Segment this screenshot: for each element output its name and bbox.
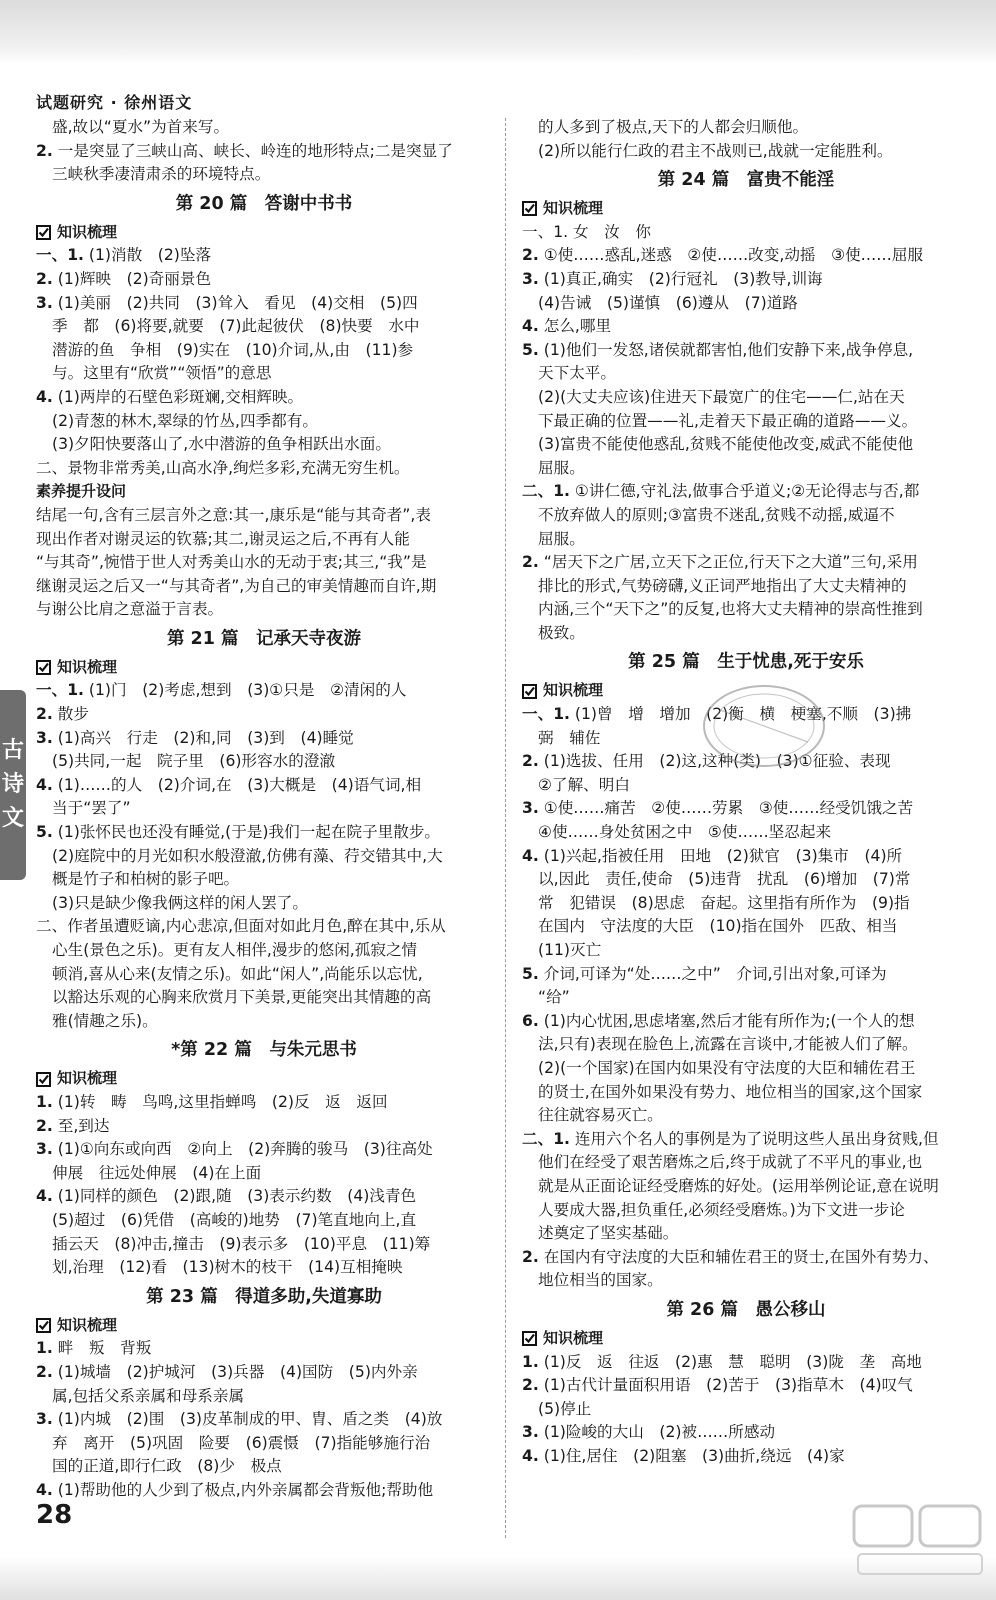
section-heading <box>36 221 492 245</box>
answer-text: 散步 <box>52 705 89 724</box>
item-number: 3. <box>36 728 53 747</box>
answer-text: 季 都 (6)将要,就要 (7)此起彼伏 (8)快要 水中 <box>52 317 420 336</box>
item-number: 4. <box>522 846 539 865</box>
answer-text: 屈服。 <box>538 458 585 477</box>
answer-text: 二、作者虽遭贬谪,内心悲凉,但面对如此月色,醉在其中,乐从 <box>36 917 446 936</box>
answer-text: 结尾一句,含有三层言外之意:其一,康乐是“能与其奇者”,表 <box>36 505 431 524</box>
answer-line <box>36 268 492 292</box>
answer-line <box>36 410 492 434</box>
answer-line <box>522 1246 970 1270</box>
item-number: 4. <box>36 1187 53 1206</box>
answer-text: (1)高兴 行走 (2)和,同 (3)到 (4)睡觉 <box>52 728 354 747</box>
answer-line <box>36 140 492 164</box>
answer-line <box>36 575 492 599</box>
item-number: 1. <box>36 1092 53 1111</box>
answer-line <box>36 1209 492 1233</box>
answer-line <box>36 386 492 410</box>
answer-line <box>36 797 492 821</box>
answer-text: 二、景物非常秀美,山高水净,绚烂多彩,充满无穷生机。 <box>36 458 410 477</box>
answer-line <box>522 362 970 386</box>
answer-line <box>522 1374 970 1398</box>
answer-text: 国的正道,即行仁政 (8)少 极点 <box>52 1457 282 1476</box>
answer-text: (1)……的人 (2)介词,在 (3)大概是 (4)语气词,相 <box>52 775 422 794</box>
item-number: 5. <box>522 340 539 359</box>
answer-line <box>522 1081 970 1105</box>
section-heading <box>36 1314 492 1338</box>
item-number: 3. <box>522 1423 539 1442</box>
answer-text: 弃 离开 (5)巩固 险要 (6)震慑 (7)指能够施行治 <box>52 1433 431 1452</box>
answer-text: 一、1. 女 汝 你 <box>522 222 651 241</box>
answer-line <box>522 1222 970 1246</box>
section-heading <box>36 1067 492 1091</box>
answer-text: (5)停止 <box>538 1399 592 1418</box>
answer-line <box>36 315 492 339</box>
answer-text: “居天下之广居,立天下之正位,行天下之大道”三句,采用 <box>538 553 918 572</box>
item-number: 4. <box>522 1446 539 1465</box>
answer-text: (1)内心忧困,思虑堵塞,然后才能有所作为;(一个人的想 <box>538 1011 915 1030</box>
answer-line <box>522 480 970 504</box>
answer-text: 与谢公比肩之意溢于言表。 <box>36 600 224 619</box>
answer-line <box>522 551 970 575</box>
answer-line <box>36 1010 492 1034</box>
answer-line <box>522 1128 970 1152</box>
answer-line <box>36 1385 492 1409</box>
item-number: 4. <box>36 1480 53 1499</box>
answer-text: ①使……痛苦 ②使……劳累 ③使……经受饥饿之苦 <box>538 799 914 818</box>
answer-text: (5)共同,一起 院子里 (6)形容水的澄澈 <box>52 752 336 771</box>
section-heading-label: 知识梳理 <box>57 657 118 676</box>
answer-text: 概是竹子和柏树的影子吧。 <box>52 870 240 889</box>
answer-line <box>36 1256 492 1280</box>
section-heading-label: 知识梳理 <box>57 1069 118 1088</box>
answer-line <box>36 679 492 703</box>
item-number: 6. <box>522 1011 539 1030</box>
answer-line <box>36 433 492 457</box>
section-heading-label: 知识梳理 <box>57 1315 118 1334</box>
answer-text: 排比的形式,气势磅礴,义正词严地指出了大丈夫精神的 <box>538 576 907 595</box>
answer-text: 下最正确的位置——礼,走着天下最正确的道路——义。 <box>538 411 918 430</box>
section-heading-label: 知识梳理 <box>543 681 604 700</box>
answer-line <box>522 774 970 798</box>
answer-text: 顿消,喜从心来(友情之乐)。如此“闲人”,尚能乐以忘忧, <box>52 964 423 983</box>
answer-text: 属,包括父系亲属和母系亲属 <box>52 1386 245 1405</box>
answer-line <box>522 915 970 939</box>
section-title: 第 24 篇 富贵不能淫 <box>657 170 835 191</box>
answer-line <box>36 163 492 187</box>
answer-text: 畔 叛 背叛 <box>52 1339 152 1358</box>
item-number: 2. <box>36 705 53 724</box>
answer-line <box>36 528 492 552</box>
answer-text: 继谢灵运之后又一“与其奇者”,为自己的审美情趣而自许,期 <box>36 576 437 595</box>
side-tab-char: 诗 <box>1 772 24 797</box>
answer-text: (4)告诫 (5)谨慎 (6)遵从 (7)道路 <box>538 293 798 312</box>
answer-line <box>522 1175 970 1199</box>
side-tab-ancient-poetry <box>0 690 26 880</box>
answer-line <box>522 986 970 1010</box>
answer-line <box>36 1479 492 1503</box>
answer-line <box>522 1199 970 1223</box>
answer-text: 连用六个名人的事例是为了说明这些人虽出身贫贱,但 <box>569 1129 939 1148</box>
item-number: 2. <box>36 269 53 288</box>
answer-text: 在国内有守法度的大臣和辅佐君王的贤士,在国外有势力、 <box>538 1247 939 1266</box>
answer-line <box>522 1033 970 1057</box>
checkbox-checked-icon <box>36 225 51 240</box>
answer-text: 盛,故以“夏水”为首来写。 <box>52 118 230 136</box>
answer-text: (1)转 畴 鸟鸣,这里指蝉鸣 (2)反 返 返回 <box>52 1092 388 1111</box>
item-number: 3. <box>36 1140 53 1159</box>
answer-line <box>36 1138 492 1162</box>
section-title: *第 22 篇 与朱元思书 <box>171 1040 357 1061</box>
answer-text: (1)内城 (2)围 (3)皮革制成的甲、胄、盾之类 (4)放 <box>52 1410 443 1429</box>
section-heading-label: 知识梳理 <box>543 1328 604 1347</box>
section-title: 第 25 篇 生于忧患,死于安乐 <box>628 652 864 673</box>
answer-line <box>522 315 970 339</box>
answer-text: 天下太平。 <box>538 364 616 383</box>
item-number: 2. <box>522 246 539 265</box>
side-tab-char: 文 <box>1 806 24 831</box>
answer-text: 在国内 守法度的大臣 (10)指在国外 匹敌、相当 <box>538 917 898 936</box>
item-number: 3. <box>522 269 539 288</box>
stamp-seal <box>700 680 828 772</box>
item-number: 2. <box>522 1376 539 1395</box>
answer-text: (1)兴起,指被任用 田地 (2)狱官 (3)集市 (4)所 <box>538 846 903 865</box>
section-heading-label: 知识梳理 <box>543 199 604 218</box>
section-heading <box>36 656 492 680</box>
answer-text: 怎么,哪里 <box>538 317 612 336</box>
answer-text: (1)门 (2)考虑,想到 (3)①只是 ②清闲的人 <box>83 681 407 700</box>
answer-line <box>522 116 970 140</box>
answer-line <box>36 244 492 268</box>
answer-line <box>36 339 492 363</box>
answer-line <box>36 1408 492 1432</box>
answer-text: (1)①向东或向西 ②向上 (2)奔腾的骏马 (3)往高处 <box>52 1140 433 1159</box>
answer-line <box>522 1269 970 1293</box>
answer-line <box>522 598 970 622</box>
answer-line <box>522 140 970 164</box>
answer-text: 以,因此 责任,使命 (5)违背 扰乱 (6)增加 (7)常 <box>538 870 911 889</box>
answer-line <box>36 362 492 386</box>
answer-line <box>522 845 970 869</box>
answer-line <box>36 292 492 316</box>
item-number: 2. <box>522 1247 539 1266</box>
checkbox-checked-icon <box>36 660 51 675</box>
answer-line <box>522 797 970 821</box>
answer-text: ④使……身处贫困之中 ⑤使……坚忍起来 <box>538 823 832 842</box>
answer-text: 雅(情趣之乐)。 <box>52 1011 158 1030</box>
answer-line <box>522 963 970 987</box>
answer-text: 弼 辅佐 <box>538 728 601 747</box>
answer-text: 屈服。 <box>538 529 585 548</box>
answer-line <box>36 1361 492 1385</box>
answer-line <box>522 575 970 599</box>
answer-line <box>36 963 492 987</box>
answer-text: (1)选拔、任用 (2)这,这种(类) (3)①征验、表现 <box>538 752 891 771</box>
answer-line <box>522 1421 970 1445</box>
answer-line <box>522 1104 970 1128</box>
answer-text: “与其奇”,惋惜于世人对秀美山水的无动于衷;其三,“我”是 <box>36 553 427 572</box>
answer-text: 三峡秋季凄清肃杀的环境特点。 <box>52 165 271 184</box>
answer-line <box>36 457 492 481</box>
item-number: 4. <box>36 387 53 406</box>
checkbox-checked-icon <box>522 201 537 216</box>
column-divider <box>505 118 506 1538</box>
answer-text: ②了解、明白 <box>538 775 630 794</box>
answer-line <box>522 1010 970 1034</box>
answer-line <box>522 1398 970 1422</box>
answer-text: 就是从正面论证经受磨炼的好处。(运用举例论证,意在说明 <box>538 1176 939 1195</box>
item-number: 一、1. <box>522 705 570 724</box>
answer-line <box>36 1115 492 1139</box>
answer-text: ①讲仁德,守礼法,做事合乎道义;②无论得志与否,都 <box>569 482 920 501</box>
answer-text: (1)同样的颜色 (2)跟,随 (3)表示约数 (4)浅青色 <box>52 1187 417 1206</box>
answer-line <box>522 386 970 410</box>
answer-text: (1)古代计量面积用语 (2)苦于 (3)指草木 (4)叹气 <box>538 1376 913 1395</box>
checkbox-checked-icon <box>522 684 537 699</box>
answer-text: (2)青葱的林木,翠绿的竹丛,四季都有。 <box>52 411 318 430</box>
answer-text: (3)只是缺少像我俩这样的闲人罢了。 <box>52 893 308 912</box>
watermark-logo <box>850 1500 990 1580</box>
answer-text: 的人多到了极点,天下的人都会归顺他。 <box>538 118 809 136</box>
answer-line <box>36 1432 492 1456</box>
checkbox-checked-icon <box>36 1072 51 1087</box>
item-number: 4. <box>522 317 539 336</box>
answer-line <box>36 1091 492 1115</box>
answer-text: 当于“罢了” <box>52 799 131 818</box>
answer-text: 现出作者对谢灵运的钦慕;其二,谢灵运之后,不再有人能 <box>36 529 410 548</box>
answer-text: 插云天 (8)冲击,撞击 (9)表示多 (10)平息 (11)筹 <box>52 1234 431 1253</box>
answer-text: (11)灭亡 <box>538 941 602 959</box>
scan-top-band <box>0 0 996 64</box>
answer-line <box>522 1151 970 1175</box>
section-title: 第 21 篇 记承天寺夜游 <box>166 628 362 649</box>
item-number: 二、1. <box>522 482 570 501</box>
answer-text: (1)他们一发怒,诸侯就都害怕,他们安静下来,战争停息, <box>538 340 914 359</box>
answer-line <box>522 410 970 434</box>
answer-line <box>36 986 492 1010</box>
answer-line <box>36 939 492 963</box>
answer-text: 划,治理 (12)看 (13)树木的枝干 (14)互相掩映 <box>52 1258 403 1277</box>
answer-text: 内涵,三个“天下之”的反复,也将大丈夫精神的崇高性推到 <box>538 600 923 619</box>
item-number: 2. <box>36 141 53 160</box>
answer-text: 与。这里有“欣赏”“领悟”的意思 <box>52 364 272 383</box>
item-number: 5. <box>522 964 539 983</box>
answer-line <box>522 433 970 457</box>
answer-text: 一是突显了三峡山高、峡长、岭连的地形特点;二是突显了 <box>52 141 453 160</box>
answer-line <box>522 292 970 316</box>
answer-text: 他们在经受了艰苦磨炼之后,终于成就了不平凡的事业,也 <box>538 1153 923 1172</box>
section-heading <box>522 197 970 221</box>
answer-line <box>36 598 492 622</box>
answer-text: 心生(景色之乐)。更有友人相伴,漫步的悠闲,孤寂之情 <box>52 941 418 959</box>
answer-line <box>522 939 970 963</box>
answer-text: ①使……惑乱,迷惑 ②使……改变,动摇 ③使……屈服 <box>538 246 924 265</box>
answer-line <box>522 868 970 892</box>
answer-text: (1)辉映 (2)奇丽景色 <box>52 269 212 288</box>
answer-text: (2)庭院中的月光如积水般澄澈,仿佛有藻、荇交错其中,大 <box>52 846 443 865</box>
answer-line <box>36 868 492 892</box>
answer-text: 地位相当的国家。 <box>538 1271 663 1290</box>
answer-text: (1)真正,确实 (2)行冠礼 (3)教导,训诲 <box>538 269 823 288</box>
answer-line <box>522 528 970 552</box>
answer-line <box>36 845 492 869</box>
answer-text: (1)帮助他的人少到了极点,内外亲属都会背叛他;帮助他 <box>52 1480 434 1499</box>
answer-line <box>522 221 970 245</box>
answer-line <box>36 774 492 798</box>
right-column <box>522 116 970 1468</box>
answer-line <box>36 1162 492 1186</box>
answer-text: 人要成大器,担负重任,必须经受磨炼。)为下文进一步论 <box>538 1200 905 1219</box>
answer-text: (1)曾 增 增加 (2)衡 横 梗塞,不顺 (3)拂 <box>569 705 912 724</box>
answer-line <box>522 457 970 481</box>
subsection-heading: 素养提升设问 <box>36 482 127 501</box>
answer-text: 极致。 <box>538 623 585 642</box>
answer-text: (1)住,居住 (2)阻塞 (3)曲折,绕远 (4)家 <box>538 1446 845 1465</box>
answer-line <box>36 703 492 727</box>
answer-text: (1)消散 (2)坠落 <box>83 246 212 265</box>
item-number: 3. <box>36 293 53 312</box>
scan-bottom-band <box>0 1556 996 1600</box>
item-number: 5. <box>36 823 53 842</box>
answer-line <box>522 268 970 292</box>
answer-text: (3)夕阳快要落山了,水中潜游的鱼争相跃出水面。 <box>52 435 391 454</box>
answer-line <box>36 1337 492 1361</box>
answer-text: (1)张怀民也还没有睡觉,(于是)我们一起在院子里散步。 <box>52 823 441 842</box>
answer-text: “给” <box>538 988 570 1007</box>
section-title: 第 23 篇 得道多助,失道寡助 <box>146 1286 382 1307</box>
answer-line <box>522 622 970 646</box>
answer-line <box>36 750 492 774</box>
answer-line <box>36 504 492 528</box>
item-number: 1. <box>36 1339 53 1358</box>
answer-line <box>36 1455 492 1479</box>
answer-text: 潜游的鱼 争相 (9)实在 (10)介词,从,由 (11)参 <box>52 340 414 359</box>
section-title: 第 26 篇 愚公移山 <box>666 1299 826 1320</box>
answer-line <box>36 551 492 575</box>
answer-text: (2)(一个国家)在国内如果没有守法度的大臣和辅佐君王 <box>538 1058 916 1077</box>
answer-line <box>522 1445 970 1469</box>
item-number: 二、1. <box>522 1129 570 1148</box>
answer-line <box>522 892 970 916</box>
answer-text: (1)城墙 (2)护城河 (3)兵器 (4)国防 (5)内外亲 <box>52 1362 418 1381</box>
answer-text: (2)所以能行仁政的君主不战则已,战就一定能胜利。 <box>538 141 893 160</box>
page-number: 28 <box>36 1500 73 1530</box>
item-number: 2. <box>36 1362 53 1381</box>
answer-text: 伸展 往远处伸展 (4)在上面 <box>52 1163 262 1182</box>
answer-text: 的贤士,在国外如果没有势力、地位相当的国家,这个国家 <box>538 1082 923 1101</box>
item-number: 3. <box>36 1410 53 1429</box>
answer-text: (1)两岸的石壁色彩斑斓,交相辉映。 <box>52 387 304 406</box>
side-tab-char: 古 <box>1 738 24 763</box>
answer-text: (3)富贵不能使他惑乱,贫贱不能使他改变,威武不能使他 <box>538 435 914 454</box>
answer-text: 不放弃做人的原则;③富贵不迷乱,贫贱不动摇,威逼不 <box>538 505 895 524</box>
answer-line <box>36 727 492 751</box>
checkbox-checked-icon <box>36 1318 51 1333</box>
left-column <box>36 116 492 1502</box>
item-number: 一、1. <box>36 681 84 700</box>
item-number: 2. <box>522 752 539 771</box>
item-number: 一、1. <box>36 246 84 265</box>
answer-text: (1)险峻的大山 (2)被……所感动 <box>538 1423 776 1442</box>
answer-line <box>522 1351 970 1375</box>
item-number: 2. <box>522 553 539 572</box>
item-number: 1. <box>522 1352 539 1371</box>
answer-text: 介词,可译为“处……之中” 介词,引出对象,可译为 <box>538 964 887 983</box>
answer-text: (2)(大丈夫应该)住进天下最宽广的住宅——仁,站在天 <box>538 387 905 406</box>
section-heading-label: 知识梳理 <box>57 222 118 241</box>
answer-text: (1)反 返 往返 (2)惠 慧 聪明 (3)陇 垄 高地 <box>538 1352 922 1371</box>
answer-text: 往往就容易灭亡。 <box>538 1106 663 1125</box>
answer-line <box>36 915 492 939</box>
answer-line <box>36 1185 492 1209</box>
item-number: 3. <box>522 799 539 818</box>
answer-text: (1)美丽 (2)共同 (3)耸入 看见 (4)交相 (5)四 <box>52 293 418 312</box>
section-title: 第 20 篇 答谢中书书 <box>175 193 353 214</box>
answer-line <box>36 892 492 916</box>
answer-text: 述奠定了坚实基础。 <box>538 1224 679 1243</box>
section-heading <box>522 1327 970 1351</box>
answer-line <box>36 1233 492 1257</box>
answer-text: 常 犯错误 (8)思虑 奋起。这里指有所作为 (9)指 <box>538 893 910 912</box>
answer-line <box>522 504 970 528</box>
item-number: 4. <box>36 775 53 794</box>
answer-text: 法,只有)表现在脸色上,流露在言谈中,才能被人们了解。 <box>538 1035 918 1054</box>
answer-line <box>522 1057 970 1081</box>
item-number: 2. <box>36 1116 53 1135</box>
answer-line <box>36 821 492 845</box>
running-header: 试题研究 · 徐州语文 <box>36 93 193 112</box>
answer-line <box>522 244 970 268</box>
answer-line <box>36 116 492 140</box>
answer-line <box>522 339 970 363</box>
answer-line <box>522 821 970 845</box>
checkbox-checked-icon <box>522 1331 537 1346</box>
answer-text: 至,到达 <box>52 1116 110 1135</box>
answer-text: (5)超过 (6)凭借 (高峻的)地势 (7)笔直地向上,直 <box>52 1210 417 1229</box>
answer-text: 以豁达乐观的心胸来欣赏月下美景,更能突出其情趣的高 <box>52 988 432 1007</box>
